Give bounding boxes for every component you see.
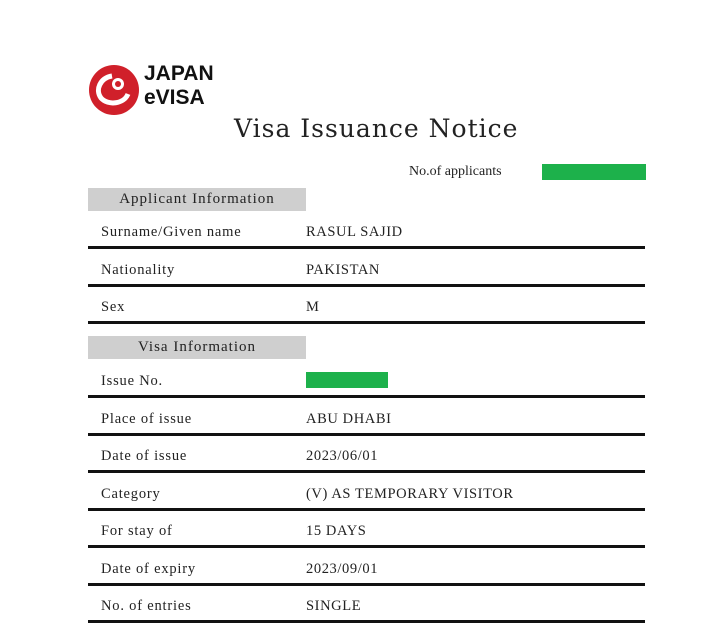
- table-row: [88, 260, 645, 287]
- row-label: For stay of: [101, 523, 173, 539]
- row-label: Surname/Given name: [101, 224, 242, 240]
- table-row: [88, 559, 645, 586]
- row-label: No. of entries: [101, 598, 192, 614]
- japan-evisa-logo: [88, 62, 228, 118]
- row-value: PAKISTAN: [306, 262, 381, 278]
- page-title: Visa Issuance Notice: [234, 114, 519, 143]
- row-label: Place of issue: [101, 411, 192, 427]
- table-row: [88, 222, 645, 249]
- table-row: [88, 446, 645, 473]
- row-value: RASUL SAJID: [306, 224, 403, 240]
- row-value: M: [306, 299, 320, 315]
- row-label: Date of expiry: [101, 561, 196, 577]
- row-value: 15 DAYS: [306, 523, 367, 539]
- table-row: [88, 297, 645, 324]
- issue-no-redaction: [306, 372, 388, 388]
- logo-line1: JAPAN: [144, 62, 214, 85]
- visa-section-header: Visa Information: [88, 336, 306, 359]
- applicants-label: No.of applicants: [409, 164, 502, 179]
- row-value: (V) AS TEMPORARY VISITOR: [306, 486, 514, 502]
- row-value: ABU DHABI: [306, 411, 392, 427]
- table-row: [88, 484, 645, 511]
- row-label: Nationality: [101, 262, 176, 278]
- row-label: Date of issue: [101, 448, 188, 464]
- logo-line2: eVISA: [144, 86, 205, 109]
- row-value: 2023/06/01: [306, 448, 379, 464]
- row-label: Sex: [101, 299, 126, 315]
- table-row: [88, 596, 645, 623]
- table-row: [88, 409, 645, 436]
- table-row: [88, 521, 645, 548]
- row-value: SINGLE: [306, 598, 362, 614]
- row-value: 2023/09/01: [306, 561, 379, 577]
- applicants-redaction: [542, 164, 646, 180]
- applicant-section-header: Applicant Information: [88, 188, 306, 211]
- evisa-logo-icon: [88, 64, 140, 116]
- table-row: [88, 371, 645, 398]
- row-label: Issue No.: [101, 373, 163, 389]
- row-label: Category: [101, 486, 161, 502]
